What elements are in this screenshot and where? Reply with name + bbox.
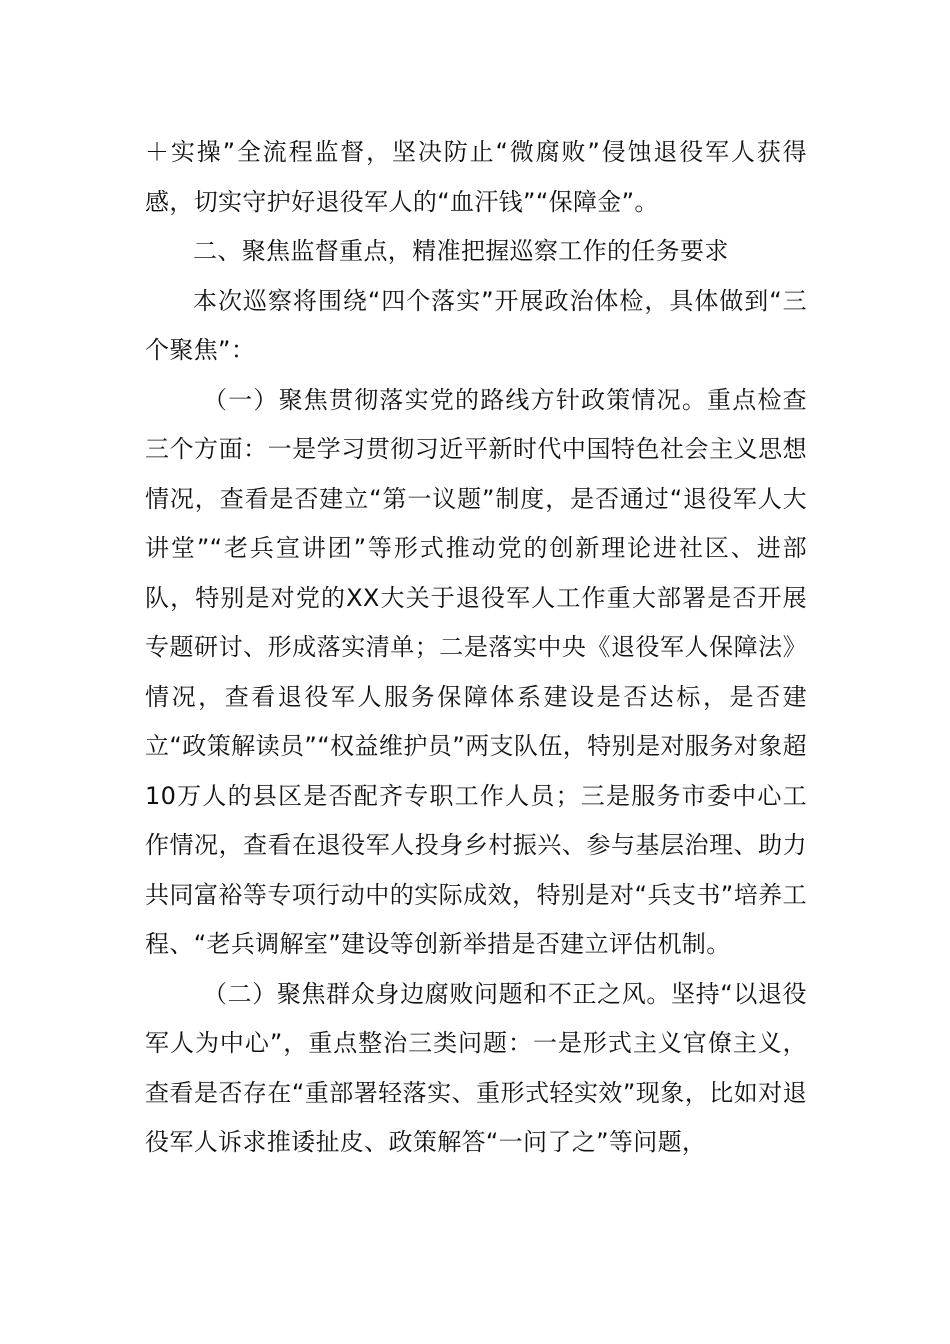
paragraph-focus-1: （一）聚焦贯彻落实党的路线方针政策情况。重点检查三个方面：一是学习贯彻习近平新时代中国特色社会主义思想情况，查看是否建立“第一议题”制度，是否通过“退役军人大讲堂”“老兵宣讲团”等形式推动党的创新理论进社区、进部队，特别是对党的XX大关于退役军人工作重大部署是否开展专题研讨、形成落实清单；二是落实中央《退役军人保障法》情况，查看退役军人服务保障体系建设是否达标，是否建立“政策解读员”“权益维护员”两支队伍，特别是对服务对象超10万人的县区是否配齐专职工作人员；三是服务市委中心工作情况，查看在退役军人投身乡村振兴、参与基层治理、助力共同富裕等专项行动中的实际成效，特别是对“兵支书”培养工程、“老兵调解室”建设等创新举措是否建立评估机制。: [145, 385, 807, 958]
document-body: [145, 128, 807, 1168]
paragraph-continuation: ＋实操”全流程监督，坚决防止“微腐败”侵蚀退役军人获得感，切实守护好退役军人的“血汗钱”“保障金”。: [145, 138, 807, 216]
section-heading: 二、聚焦监督重点，精准把握巡察工作的任务要求: [193, 237, 729, 265]
paragraph-focus-2: （二）聚焦群众身边腐败问题和不正之风。坚持“以退役军人为中心”，重点整治三类问题：一是形式主义官僚主义，查看是否存在“重部署轻落实、重形式轻实效”现象，比如对退役军人诉求推诿扯皮、政策解答“一问了之”等问题，: [145, 979, 807, 1156]
paragraph-intro: 本次巡察将围绕“四个落实”开展政治体检，具体做到“三个聚焦”：: [145, 286, 807, 364]
